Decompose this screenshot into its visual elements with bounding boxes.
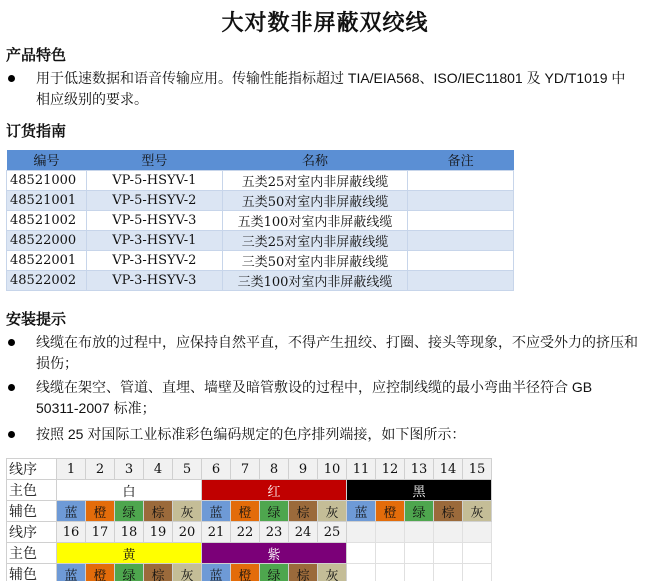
bullet-icon <box>8 431 15 438</box>
order-table-header <box>7 150 514 170</box>
cell-model: VP-3-HSYV-3 <box>86 270 222 290</box>
install-heading: 安装提示 <box>6 311 67 328</box>
empty-cell <box>463 564 492 581</box>
aux-color-cell: 蓝 <box>202 501 231 522</box>
empty-cell <box>434 564 463 581</box>
main-color-cell: 黑 <box>347 480 492 501</box>
seq-cell: 21 <box>202 522 231 543</box>
seq-row <box>7 459 492 480</box>
row-label: 辅色 <box>7 564 57 581</box>
cell-remark <box>408 190 514 210</box>
bullet-icon <box>8 384 15 391</box>
seq-cell: 15 <box>463 459 492 480</box>
seq-cell: 16 <box>57 522 86 543</box>
aux-color-cell: 蓝 <box>202 564 231 581</box>
main-color-row <box>7 543 492 564</box>
cell-code: 48521000 <box>7 170 87 190</box>
order-heading: 订货指南 <box>6 123 67 140</box>
seq-cell: 19 <box>144 522 173 543</box>
row-label: 线序 <box>7 522 57 543</box>
cell-remark <box>408 230 514 250</box>
bullet-icon <box>8 75 15 82</box>
table-row <box>7 250 514 270</box>
seq-cell: 18 <box>115 522 144 543</box>
seq-cell: 7 <box>231 459 260 480</box>
aux-color-cell: 蓝 <box>347 501 376 522</box>
aux-color-cell: 灰 <box>173 501 202 522</box>
seq-cell: 13 <box>405 459 434 480</box>
aux-color-cell: 蓝 <box>57 501 86 522</box>
table-row <box>7 210 514 230</box>
cell-remark <box>408 170 514 190</box>
cell-name: 三类25对室内非屏蔽线缆 <box>222 230 408 250</box>
aux-color-cell: 橙 <box>231 501 260 522</box>
cell-name: 三类50对室内非屏蔽线缆 <box>222 250 408 270</box>
seq-cell: 25 <box>318 522 347 543</box>
empty-cell <box>405 543 434 564</box>
aux-color-row <box>7 564 492 581</box>
feature-item <box>8 68 638 110</box>
install-text: 按照 25 对国际工业标准彩色编码规定的色序排列端接，如下图所示： <box>36 426 466 442</box>
col-header-model: 型号 <box>86 150 222 170</box>
col-header-remark: 备注 <box>408 150 514 170</box>
seq-cell: 20 <box>173 522 202 543</box>
aux-color-cell: 灰 <box>463 501 492 522</box>
page-title: 大对数非屏蔽双绞线 <box>221 10 429 35</box>
empty-cell <box>376 543 405 564</box>
empty-cell <box>376 522 405 543</box>
aux-color-cell: 棕 <box>144 564 173 581</box>
seq-cell: 12 <box>376 459 405 480</box>
seq-cell: 9 <box>289 459 318 480</box>
cell-code: 48521002 <box>7 210 87 230</box>
aux-color-cell: 灰 <box>173 564 202 581</box>
main-color-cell: 白 <box>57 480 202 501</box>
cell-code: 48521001 <box>7 190 87 210</box>
empty-cell <box>376 564 405 581</box>
row-label: 主色 <box>7 480 57 501</box>
col-header-name: 名称 <box>222 150 408 170</box>
aux-color-cell: 橙 <box>376 501 405 522</box>
cell-name: 五类100对室内非屏蔽线缆 <box>222 210 408 230</box>
row-label: 辅色 <box>7 501 57 522</box>
cell-remark <box>408 270 514 290</box>
empty-cell <box>434 543 463 564</box>
empty-cell <box>463 543 492 564</box>
aux-color-cell: 灰 <box>318 501 347 522</box>
cell-model: VP-5-HSYV-2 <box>86 190 222 210</box>
cell-code: 48522000 <box>7 230 87 250</box>
cell-name: 五类50对室内非屏蔽线缆 <box>222 190 408 210</box>
table-row <box>7 270 514 290</box>
aux-color-cell: 橙 <box>86 564 115 581</box>
main-color-cell: 红 <box>202 480 347 501</box>
seq-cell: 17 <box>86 522 115 543</box>
aux-color-cell: 绿 <box>260 501 289 522</box>
cell-model: VP-3-HSYV-1 <box>86 230 222 250</box>
seq-row <box>7 522 492 543</box>
seq-cell: 2 <box>86 459 115 480</box>
seq-cell: 22 <box>231 522 260 543</box>
install-item <box>8 424 638 445</box>
empty-cell <box>463 522 492 543</box>
row-label: 主色 <box>7 543 57 564</box>
feature-text: 用于低速数据和语音传输应用。传输性能指标超过 TIA/EIA568、ISO/IEC11801 及 YD/T1019 中相应级别的要求。 <box>36 70 626 107</box>
aux-color-cell: 棕 <box>289 501 318 522</box>
aux-color-cell: 橙 <box>86 501 115 522</box>
seq-cell: 24 <box>289 522 318 543</box>
aux-color-row <box>7 501 492 522</box>
aux-color-cell: 灰 <box>318 564 347 581</box>
seq-cell: 8 <box>260 459 289 480</box>
main-color-row <box>7 480 492 501</box>
aux-color-cell: 绿 <box>260 564 289 581</box>
table-row <box>7 230 514 250</box>
features-heading: 产品特色 <box>6 47 67 64</box>
seq-cell: 23 <box>260 522 289 543</box>
bullet-icon <box>8 339 15 346</box>
aux-color-cell: 棕 <box>289 564 318 581</box>
aux-color-cell: 橙 <box>231 564 260 581</box>
empty-cell <box>347 543 376 564</box>
cell-code: 48522001 <box>7 250 87 270</box>
main-color-cell: 紫 <box>202 543 347 564</box>
empty-cell <box>405 564 434 581</box>
cell-code: 48522002 <box>7 270 87 290</box>
aux-color-cell: 棕 <box>434 501 463 522</box>
table-row <box>7 190 514 210</box>
order-table <box>6 150 514 291</box>
seq-cell: 3 <box>115 459 144 480</box>
cell-model: VP-3-HSYV-2 <box>86 250 222 270</box>
cell-name: 三类100对室内非屏蔽线缆 <box>222 270 408 290</box>
cell-remark <box>408 210 514 230</box>
aux-color-cell: 棕 <box>144 501 173 522</box>
seq-cell: 5 <box>173 459 202 480</box>
aux-color-cell: 绿 <box>405 501 434 522</box>
color-code-table <box>6 458 492 581</box>
empty-cell <box>347 522 376 543</box>
seq-cell: 10 <box>318 459 347 480</box>
install-text: 线缆在架空、管道、直埋、墙壁及暗管敷设的过程中，应控制线缆的最小弯曲半径符合 GB 50311-2007 标准； <box>36 379 593 416</box>
seq-cell: 14 <box>434 459 463 480</box>
seq-cell: 4 <box>144 459 173 480</box>
aux-color-cell: 蓝 <box>57 564 86 581</box>
main-color-cell: 黄 <box>57 543 202 564</box>
seq-cell: 6 <box>202 459 231 480</box>
cell-remark <box>408 250 514 270</box>
seq-cell: 1 <box>57 459 86 480</box>
cell-name: 五类25对室内非屏蔽线缆 <box>222 170 408 190</box>
aux-color-cell: 绿 <box>115 564 144 581</box>
aux-color-cell: 绿 <box>115 501 144 522</box>
table-row <box>7 170 514 190</box>
install-item <box>8 332 638 374</box>
cell-model: VP-5-HSYV-1 <box>86 170 222 190</box>
seq-cell: 11 <box>347 459 376 480</box>
col-header-code: 编号 <box>7 150 87 170</box>
empty-cell <box>434 522 463 543</box>
install-item <box>8 377 638 419</box>
cell-model: VP-5-HSYV-3 <box>86 210 222 230</box>
empty-cell <box>405 522 434 543</box>
empty-cell <box>347 564 376 581</box>
install-text: 线缆在布放的过程中，应保持自然平直，不得产生扭绞、打圈、接头等现象，不应受外力的挤压和损伤； <box>36 334 638 371</box>
row-label: 线序 <box>7 459 57 480</box>
